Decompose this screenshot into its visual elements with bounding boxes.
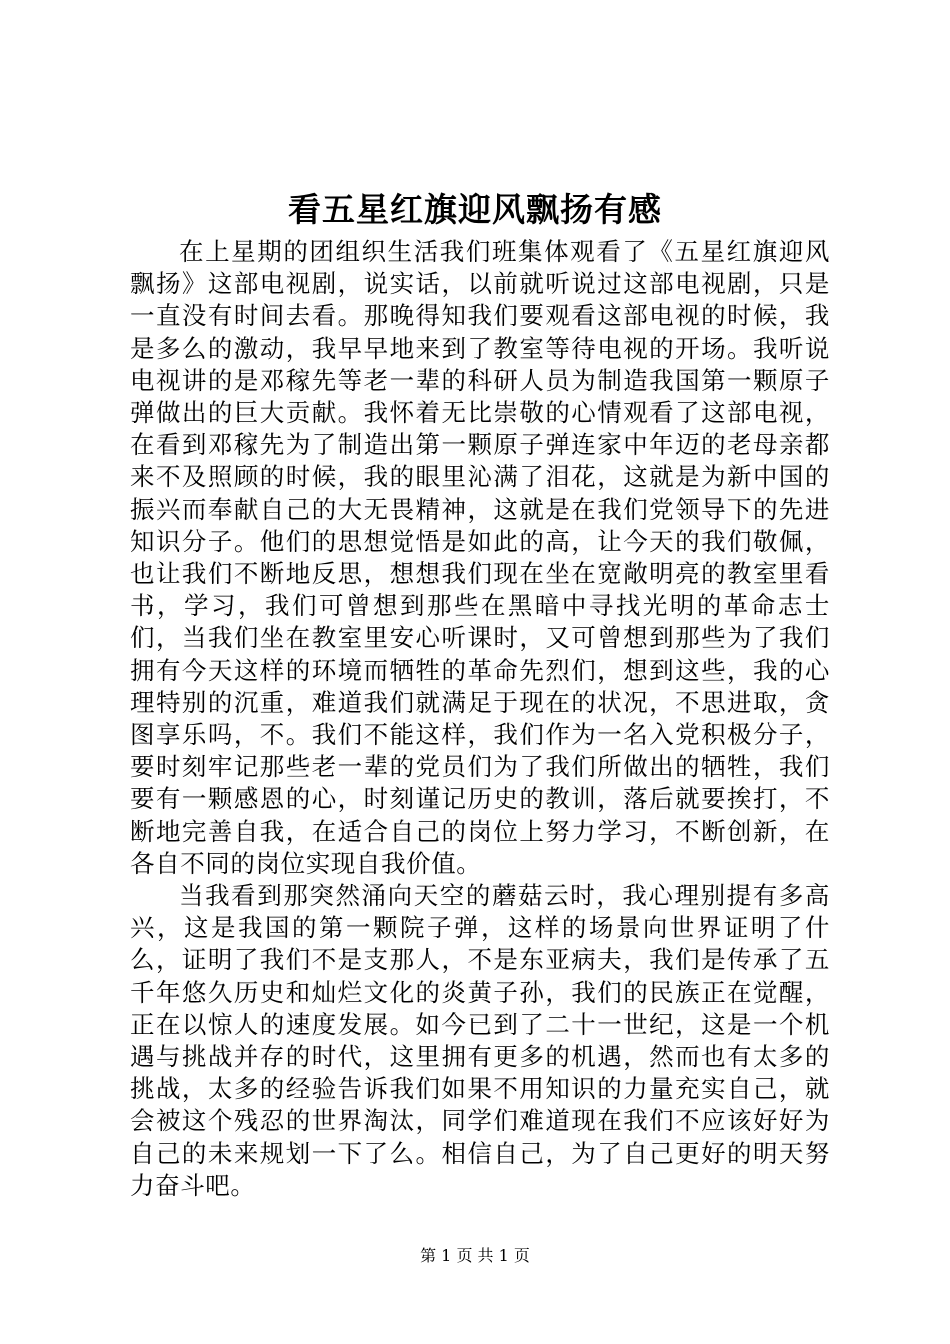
- paragraph-2: 当我看到那突然涌向天空的蘑菇云时，我心理别提有多高兴，这是我国的第一颗院子弹，这样的场景向世界证明了什么，证明了我们不是支那人，不是东亚病夫，我们是传承了五千年悠久历史和灿烂文化的炎黄子孙，我们的民族正在觉醒，正在以惊人的速度发展。如今已到了二十一世纪，这是一个机遇与挑战并存的时代，这里拥有更多的机遇，然而也有太多的挑战，太多的经验告诉我们如果不用知识的力量充实自己，就会被这个残忍的世界淘汰，同学们难道现在我们不应该好好为自己的未来规划一下了么。相信自己，为了自己更好的明天努力奋斗吧。: [130, 881, 830, 1200]
- paragraph-1: 在上星期的团组织生活我们班集体观看了《五星红旗迎风飘扬》这部电视剧，说实话，以前就听说过这部电视剧，只是一直没有时间去看。那晚得知我们要观看这部电视的时候，我是多么的激动，我早早地来到了教室等待电视的开场。我听说电视讲的是邓稼先等老一辈的科研人员为制造我国第一颗原子弹做出的巨大贡献。我怀着无比崇敬的心情观看了这部电视，在看到邓稼先为了制造出第一颗原子弹连家中年迈的老母亲都来不及照顾的时候，我的眼里沁满了泪花，这就是为新中国的振兴而奉献自己的大无畏精神，这就是在我们党领导下的先进知识分子。他们的思想觉悟是如此的高，让今天的我们敬佩，也让我们不断地反思，想想我们现在坐在宽敞明亮的教室里看书，学习，我们可曾想到那些在黑暗中寻找光明的革命志士们，当我们坐在教室里安心听课时，又可曾想到那些为了我们拥有今天这样的环境而牺牲的革命先烈们，想到这些，我的心理特别的沉重，难道我们就满足于现在的状况，不思进取，贪图享乐吗，不。我们不能这样，我们作为一名入党积极分子，要时刻牢记那些老一辈的党员们为了我们所做出的牺牲，我们要有一颗感恩的心，时刻谨记历史的教训，落后就要挨打，不断地完善自我，在适合自己的岗位上努力学习，不断创新，在各自不同的岗位实现自我价值。: [130, 237, 830, 878]
- page-number-footer: 第 1 页 共 1 页: [420, 1246, 530, 1265]
- document-title: 看五星红旗迎风飘扬有感: [288, 190, 662, 229]
- document-body: [130, 236, 830, 1202]
